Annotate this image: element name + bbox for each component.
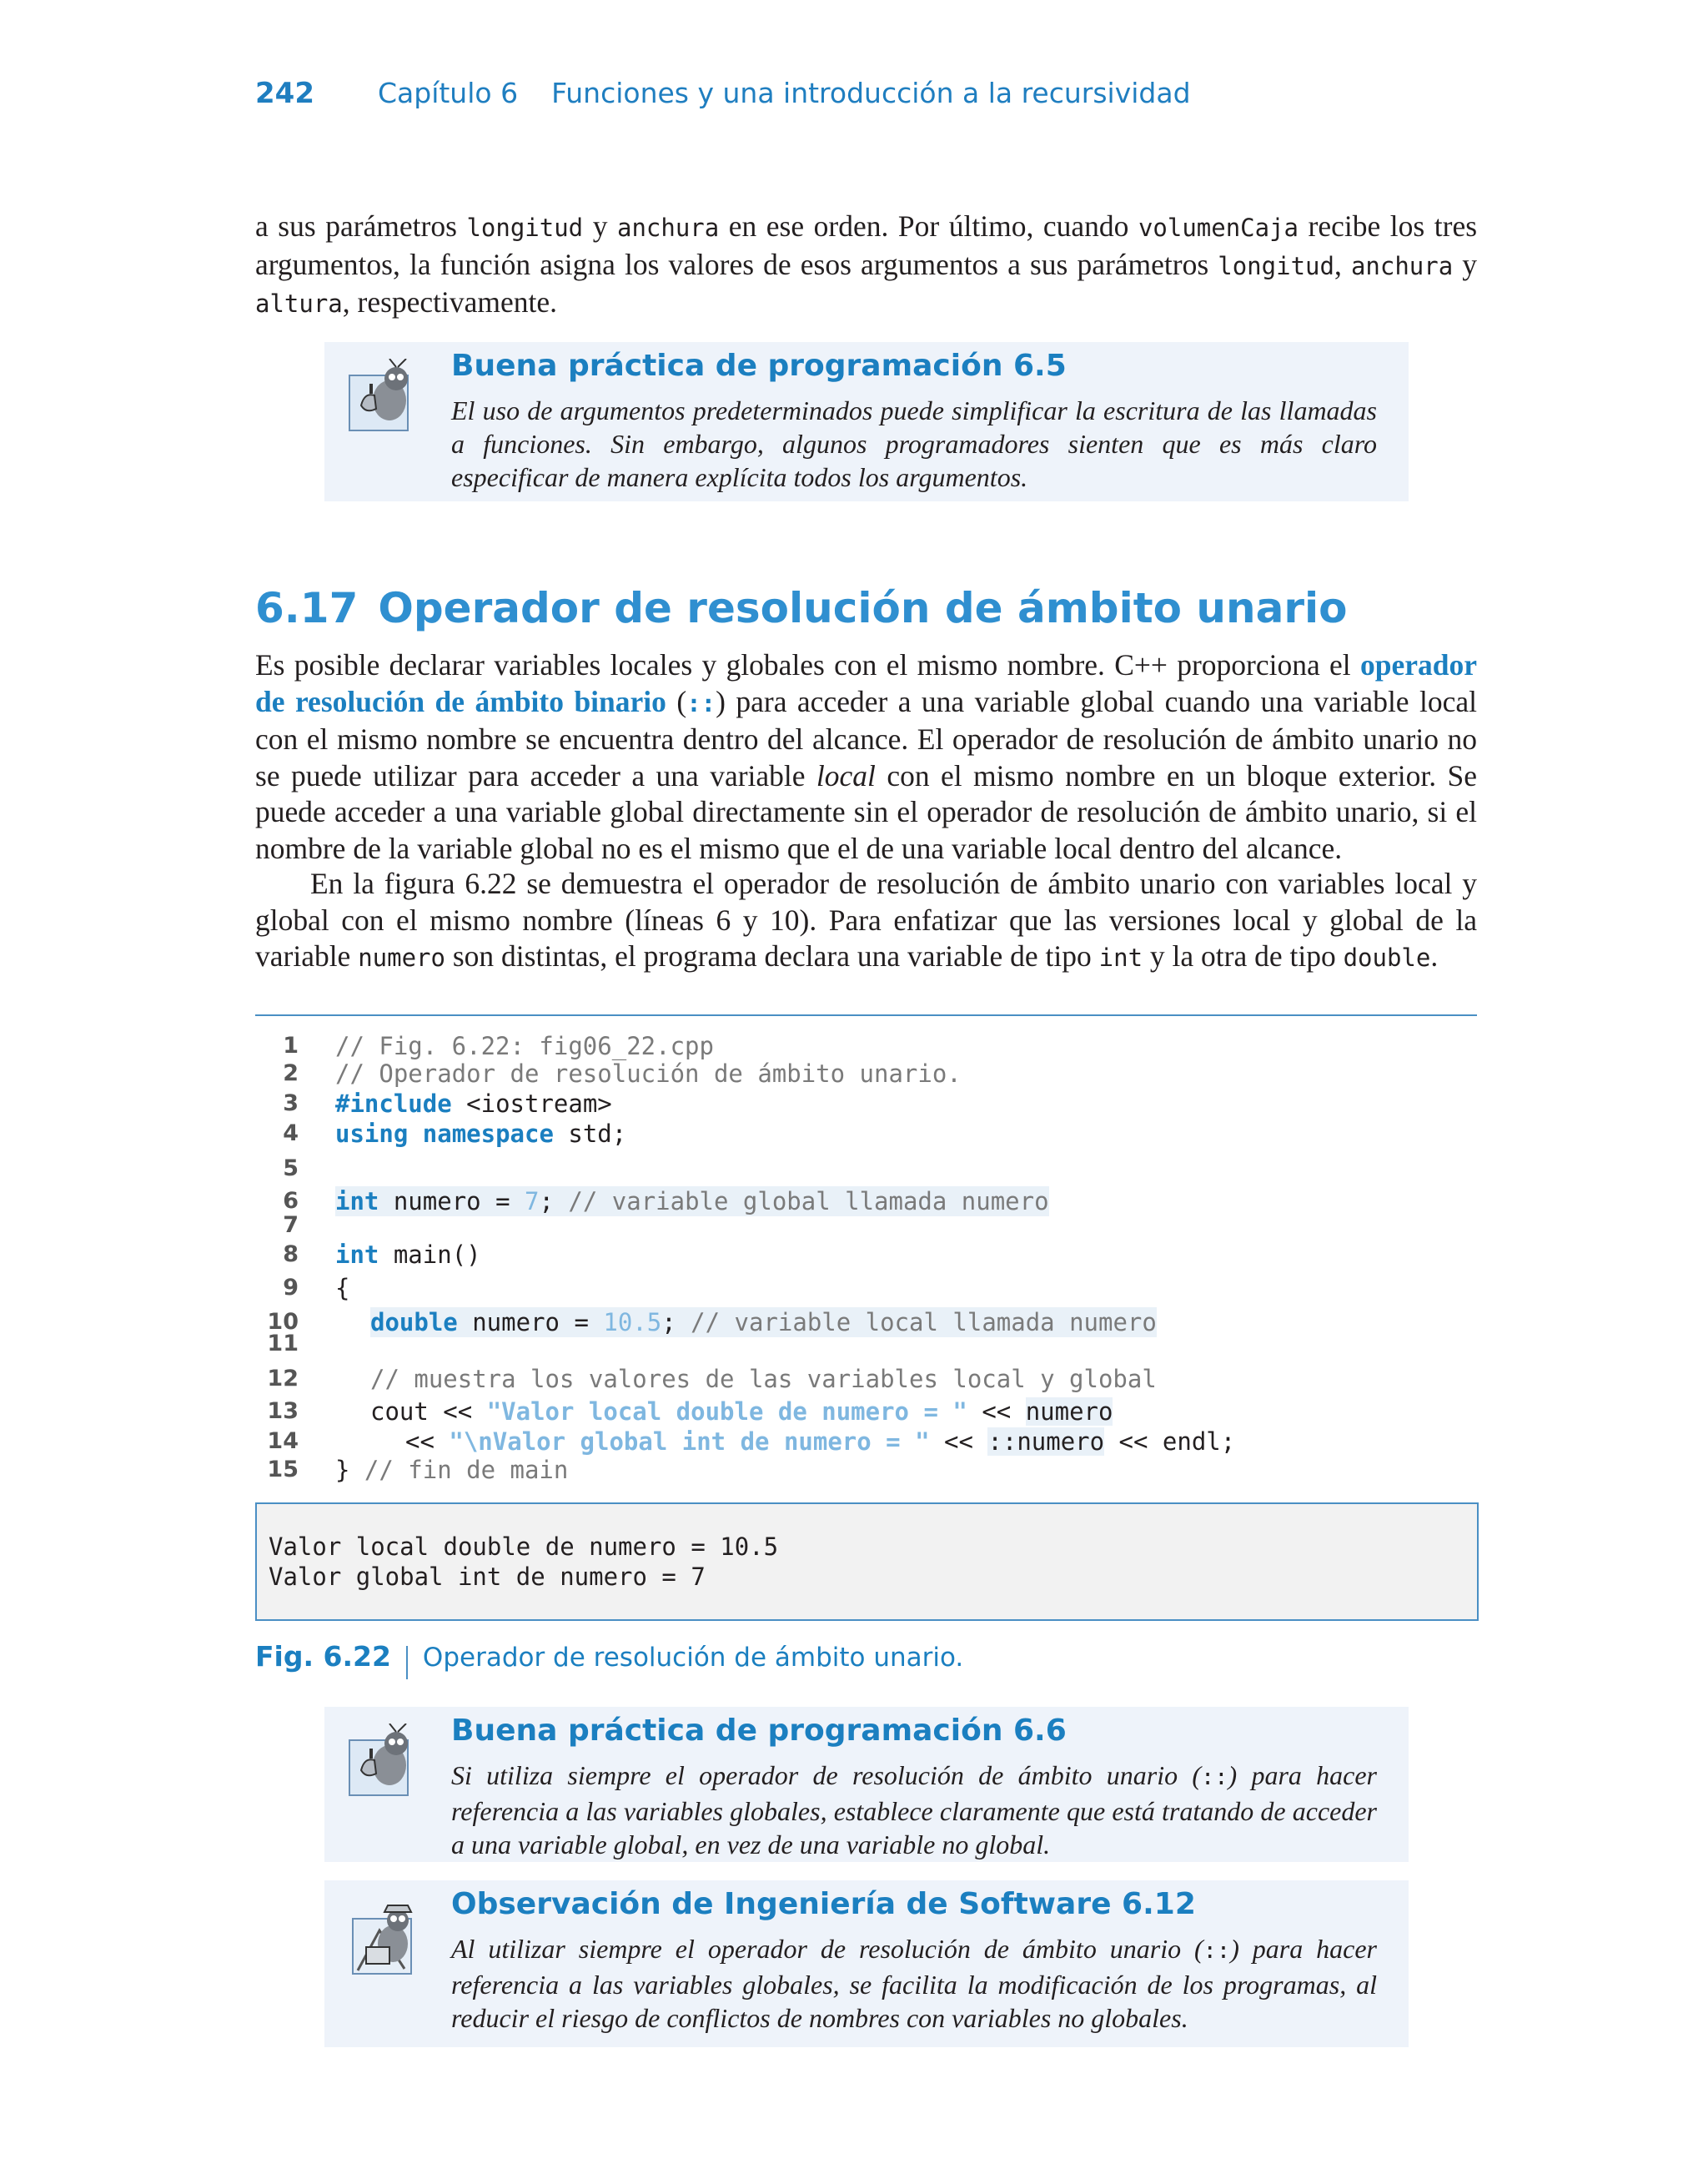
figure-caption (255, 1640, 963, 1679)
good-practice-box-6-5 (324, 342, 1409, 501)
page-number: 242 (255, 77, 314, 110)
chapter-label: Capítulo 6 (377, 77, 519, 109)
section-title: Operador de resolución de ámbito unario (378, 584, 1348, 632)
output-line: Valor global int de numero = 7 (269, 1563, 706, 1591)
section-number: 6.17 (255, 584, 359, 632)
figure-top-rule (255, 1014, 1477, 1016)
running-header (255, 77, 1191, 110)
tip-body: El uso de argumentos predeterminados puede simplificar la escritura de las llamadas a funciones. Sin embargo, algunos programadores sienten que es más claro especificar de manera explícita todos los argumentos. (451, 395, 1377, 492)
tip-title: Observación de Ingeniería de Software 6.12 (451, 1887, 1196, 1921)
software-engineering-observation-box (324, 1880, 1409, 2047)
chapter-title: Funciones y una introducción a la recursividad (551, 77, 1191, 109)
figure-caption-text: Operador de resolución de ámbito unario. (422, 1643, 964, 1673)
figure-label: Fig. 6.22 (255, 1640, 391, 1673)
section-paragraph-2: En la figura 6.22 se demuestra el operador de resolución de ámbito unario con variables local y global con el mismo nombre (líneas 6 y 10). Para enfatizar que las versiones local y global de la variable numero son distintas, el programa declara una variable de tipo int y la otra de tipo double. (255, 867, 1477, 973)
tip-title: Buena práctica de programación 6.6 (451, 1714, 1067, 1748)
bug-thumbs-up-icon (346, 1724, 426, 1808)
caption-divider (406, 1646, 408, 1679)
tip-body: Al utilizar siempre el operador de resolución de ámbito unario (::) para hacer referencia a las variables globales, se facilita la modificación de los programas, al reducir el riesgo de conflictos de nombres con variables no globales. (451, 1934, 1378, 2033)
bug-engineer-icon (346, 1897, 426, 1985)
bug-thumbs-up-icon (346, 359, 426, 443)
good-practice-box-6-6 (324, 1707, 1409, 1862)
tip-title: Buena práctica de programación 6.5 (451, 349, 1067, 383)
tip-body: Si utiliza siempre el operador de resolución de ámbito unario (::) para hacer referencia a las variables globales, establece claramente que está tratando de acceder a una variable global, en vez de una variable no global. (451, 1760, 1378, 1859)
intro-paragraph: a sus parámetros longitud y anchura en ese orden. Por último, cuando volumenCaja recibe los tres argumentos, la función asigna los valores de esos argumentos a sus parámetros longitud, anchura y altura, respectivamente. (255, 209, 1478, 319)
section-heading (255, 584, 1347, 632)
output-line: Valor local double de numero = 10.5 (269, 1532, 779, 1561)
section-paragraph-1: Es posible declarar variables locales y globales con el mismo nombre. C++ proporciona el operador de resolución de ámbito binario (::) para acceder a una variable global cuando una variable local con el mismo nombre se encuentra dentro del alcance. El operador de resolución de ámbito unario no se puede utilizar para acceder a una variable local con el mismo nombre en un bloque exterior. Se puede acceder a una variable global directamente sin el operador de resolución de ámbito unario, si el nombre de la variable global no es el mismo que el de una variable local dentro del alcance. (255, 648, 1477, 865)
program-output-box (255, 1502, 1479, 1621)
